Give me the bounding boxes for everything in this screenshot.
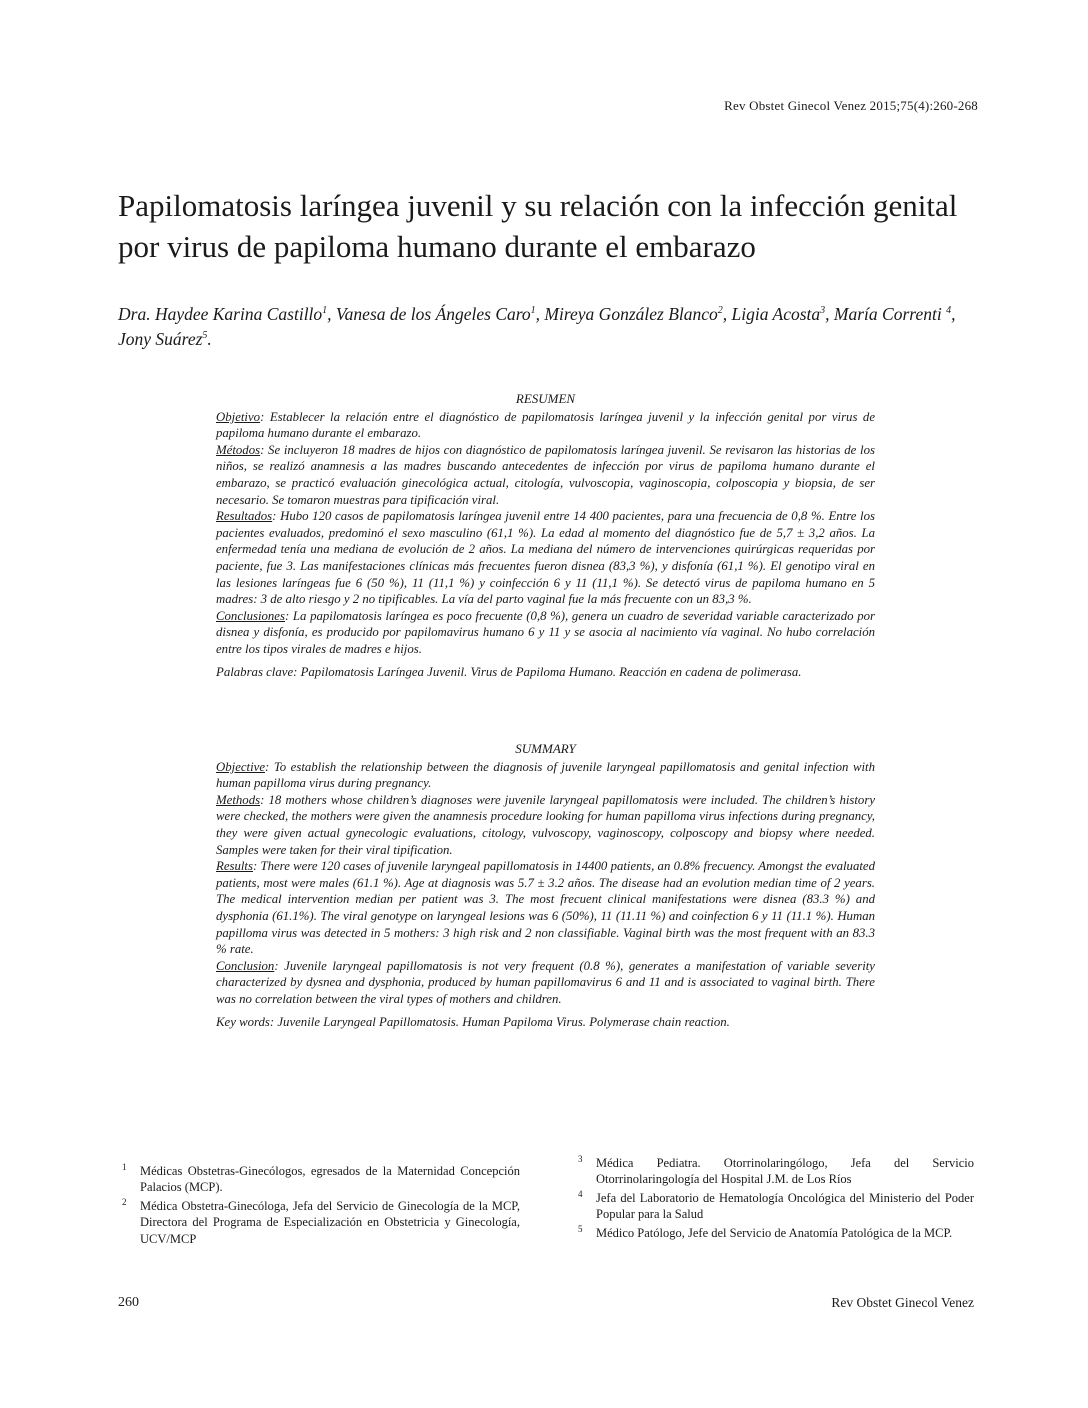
section-label: Results <box>216 859 253 874</box>
footnote <box>578 1155 974 1188</box>
section-text: : There were 120 cases of juvenile laryngeal papillomatosis in 14400 patients, an 0.8% frecuency. Amongst the evaluated patients, most were males (61.1 %). Age at diagnosis was 5.7 ± 3.2 años. The disease had an evolution median time of 2 years. The medical intervention median per patient was 3. The most frecuent clinical manifestations were disnea (83.3 %) and dysphonia (61.1%). The viral genotype on laryngeal lesions was 6 (50%), 11 (11.11 %) and coinfection 6 y 11 (11.1 %). Human papilloma virus was detected in 5 mothers: 3 high risk and 2 non classifiable. Vaginal birth was the most frequent with an 83.3 % rate. <box>216 859 875 957</box>
summary-methods <box>216 792 875 858</box>
section-text: : Juvenile laryngeal papillomatosis is not very frequent (0.8 %), generates a manifestation of variable severity characterized by dysnea and dysphonia, produced by human papillomavirus 6 and 11 and is associated to vaginal birth. There was no correlation between the viral types of mothers and children. <box>216 958 875 1006</box>
resumen-keywords: Palabras clave: Papilomatosis Laríngea Juvenil. Virus de Papiloma Humano. Reacción en cadena de polimerasa. <box>216 664 802 679</box>
affiliation-marker: 2 <box>717 305 723 317</box>
footnote <box>578 1225 974 1241</box>
footnote-number: 2 <box>122 1196 127 1207</box>
section-label: Métodos <box>216 442 261 457</box>
section-text: : Establecer la relación entre el diagnóstico de papilomatosis laríngea juvenil y la infección genital por virus de papiloma humano durante el embarazo. <box>216 409 875 441</box>
page-number: 260 <box>118 1295 139 1310</box>
footnote-number: 3 <box>578 1154 583 1164</box>
author-name: Ligia Acosta <box>731 304 821 324</box>
footnote <box>578 1190 974 1223</box>
footnote-text: Médico Patólogo, Jefe del Servicio de Anatomía Patológica de la MCP. <box>596 1225 953 1240</box>
footnotes-left <box>122 1163 520 1249</box>
section-label: Methods <box>216 792 261 807</box>
section-label: Conclusiones <box>216 608 285 623</box>
summary-objective <box>216 759 875 792</box>
affiliation-marker: 3 <box>820 305 826 317</box>
footnote-number: 1 <box>122 1162 127 1172</box>
section-label: Resultados <box>216 509 273 524</box>
summary-conclusion <box>216 958 875 1008</box>
running-head-citation: Rev Obstet Ginecol Venez 2015;75(4):260-268 <box>724 98 978 113</box>
article-title: Papilomatosis laríngea juvenil y su relación con la infección genital por virus de papiloma humano durante el embarazo <box>118 188 958 264</box>
summary-results <box>216 858 875 958</box>
resumen-heading: RESUMEN <box>515 391 576 406</box>
footnote-text: Jefa del Laboratorio de Hematología Oncológica del Ministerio del Poder Popular para la Salud <box>596 1190 974 1222</box>
author-name: Dra. Haydee Karina Castillo <box>118 304 323 324</box>
section-label: Objective <box>216 759 266 774</box>
section-label: Objetivo <box>216 409 261 424</box>
summary-heading: SUMMARY <box>515 741 576 756</box>
footnote-number: 5 <box>578 1223 583 1234</box>
affiliation-marker: 1 <box>322 305 328 317</box>
section-text: : 18 mothers whose children’s diagnoses were juvenile laryngeal papillomatosis were included. The children’s history were checked, the mothers were given the anamnesis procedure looking for human papilloma virus infections during pregnancy, they were given actual gynecologic evaluations, citology, vulvoscopy, vaginoscopy, colposcopy and biopsy where needed. Samples were taken for their viral tipification. <box>216 792 875 857</box>
resumen-metodos <box>216 442 875 508</box>
footnote <box>122 1163 520 1196</box>
affiliation-marker: 1 <box>530 305 536 317</box>
resumen-resultados <box>216 508 875 608</box>
author-list: Dra. Haydee Karina Castillo$^1$, Vanesa de los Ángeles Caro$^1$, Mireya González Blanco$^2$, Ligia Acosta$^3$, María Correnti $^4$, Jony Suárez$^5$. <box>118 304 956 349</box>
summary-keywords: Key words: Juvenile Laryngeal Papillomatosis. Human Papiloma Virus. Polymerase chain reaction. <box>216 1014 730 1029</box>
section-text: : To establish the relationship between the diagnosis of juvenile laryngeal papillomatosis and genital infection with human papilloma virus during pregnancy. <box>216 759 875 791</box>
author-name: Vanesa de los Ángeles Caro <box>335 304 531 324</box>
footer-journal-name: Rev Obstet Ginecol Venez <box>831 1295 974 1310</box>
affiliation-marker: 5 <box>202 330 208 342</box>
section-text: : Se incluyeron 18 madres de hijos con diagnóstico de papilomatosis laríngea juvenil. Se revisaron las historias de los niños, se realizó anamnesis a las madres buscando antecedentes de infección por virus de papiloma humano durante el embarazo, se practicó evaluación ginecológica actual, citología, vulvoscopia, vaginoscopia, colposcopia y biopsia, de ser necesario. Se tomaron muestras para tipificación viral. <box>216 442 875 507</box>
section-text: : La papilomatosis laríngea es poco frecuente (0,8 %), genera un cuadro de severidad variable caracterizado por disnea y disfonía, es producido por papilomavirus humano 6 y 11 y se asocia al nacimiento vía vaginal. No hubo correlación entre los tipos virales de madres e hijos. <box>216 608 875 656</box>
summary-section <box>216 741 875 1030</box>
section-text: : Hubo 120 casos de papilomatosis laríngea juvenil entre 14 400 pacientes, para una frecuencia de 0,8 %. Entre los pacientes evaluados, predominó el sexo masculino (61,1 %). La edad al momento del diagnóstico fue de 5,7 ± 3,2 años. La enfermedad tenía una mediana de evolución de 2 años. La mediana del número de intervenciones quirúrgicas requeridas por paciente, fue 3. Las manifestaciones clínicas más frecuentes fueron disnea (83,3 %), y disfonía (61,1 %). El genotipo viral en las lesiones laríngeas fue 6 (50 %), 11 (11,1 %) y coinfección 6 y 11 (11,1 %). Se detectó virus de papiloma humano en 5 madres: 3 de alto riesgo y 2 no tipificables. La vía del parto vaginal fue la más frecuente con un 83,3 %. <box>216 509 875 607</box>
resumen-section <box>216 391 875 680</box>
author-name: María Correnti <box>833 304 947 324</box>
resumen-objetivo <box>216 409 875 442</box>
author-name: Jony Suárez <box>118 329 203 349</box>
footnote <box>122 1198 520 1247</box>
author-name: Mireya González Blanco <box>544 304 718 324</box>
footnote-text: Médica Pediatra. Otorrinolaringólogo, Jefa del Servicio Otorrinolaringología del Hospital J.M. de Los Ríos <box>596 1156 974 1187</box>
footnotes-right <box>578 1155 974 1243</box>
affiliation-marker: 4 <box>946 305 952 317</box>
resumen-conclusiones <box>216 608 875 658</box>
footnote-text: Médica Obstetra-Ginecóloga, Jefa del Servicio de Ginecología de la MCP, Directora del Programa de Especialización en Obstetricia y Ginecología, UCV/MCP <box>140 1198 520 1246</box>
section-label: Conclusion <box>216 958 275 973</box>
footnote-text: Médicas Obstetras-Ginecólogos, egresados de la Maternidad Concepción Palacios (MCP). <box>140 1164 520 1195</box>
footnote-number: 4 <box>578 1188 583 1199</box>
